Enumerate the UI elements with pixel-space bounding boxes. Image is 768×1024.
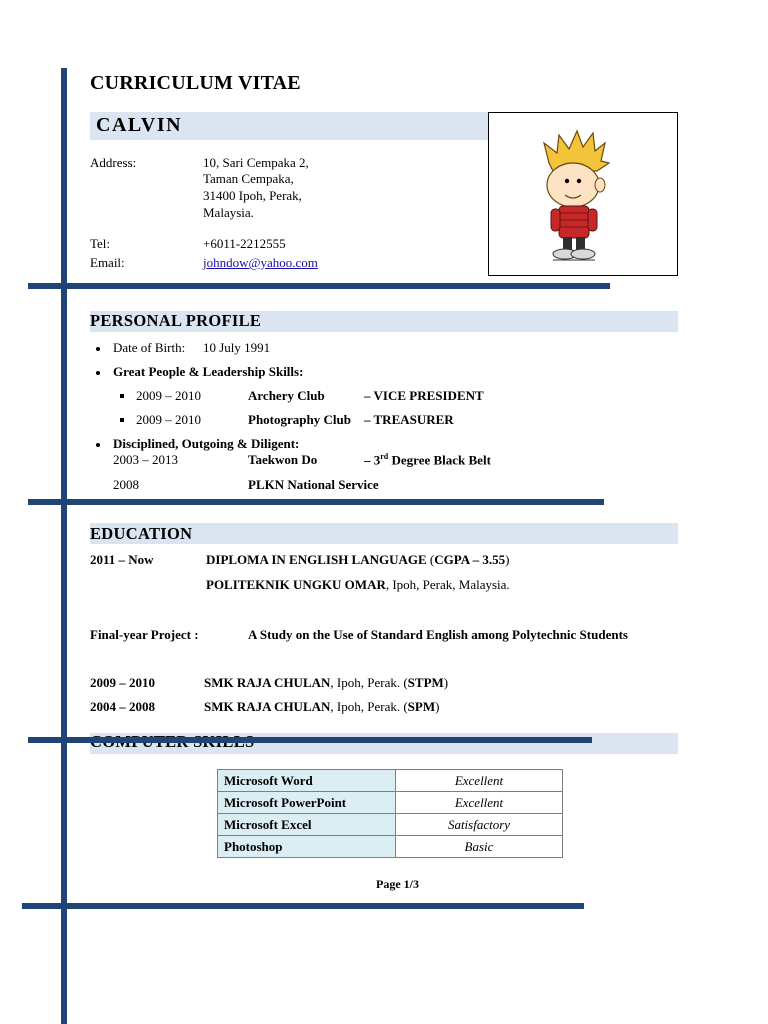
divider-profile (28, 499, 604, 505)
skill-name: Microsoft PowerPoint (218, 792, 396, 814)
tel-value: +6011-2212555 (203, 236, 286, 251)
diploma-school: POLITEKNIK UNGKU OMAR, Ipoh, Perak, Malaysia. (206, 577, 510, 592)
school-years: 2009 – 2010 (90, 675, 155, 690)
address-label: Address: (90, 155, 137, 170)
bullet-dot (96, 347, 100, 351)
divider-education-overlay (28, 737, 592, 743)
diploma-title: DIPLOMA IN ENGLISH LANGUAGE (CGPA – 3.55) (206, 552, 510, 567)
leadership-role: – VICE PRESIDENT (364, 388, 484, 403)
skill-name: Microsoft Excel (218, 814, 396, 836)
skill-level: Excellent (396, 792, 563, 814)
bullet-dot (96, 443, 100, 447)
page-title: CURRICULUM VITAE (90, 72, 301, 94)
table-row (218, 814, 563, 836)
diploma-years: 2011 – Now (90, 552, 154, 567)
photo-frame (488, 112, 678, 276)
leadership-years: 2009 – 2010 (136, 388, 201, 403)
address-line-2: Taman Cempaka, (203, 171, 294, 186)
project-label: Final-year Project : (90, 627, 199, 642)
activity-years: 2003 – 2013 (113, 452, 178, 467)
school-years: 2004 – 2008 (90, 699, 155, 714)
page-number: Page 1/3 (376, 877, 419, 891)
skill-name: Photoshop (218, 836, 396, 858)
table-row (218, 792, 563, 814)
bullet-dot (96, 371, 100, 375)
tel-label: Tel: (90, 236, 111, 251)
address-line-1: 10, Sari Cempaka 2, (203, 155, 309, 170)
education-heading: EDUCATION (90, 524, 193, 543)
email-link[interactable]: johndow@yahoo.com (203, 255, 318, 270)
left-vertical-bar (61, 68, 67, 1024)
skill-level: Excellent (396, 770, 563, 792)
activity-years: 2008 (113, 477, 139, 492)
skill-level: Satisfactory (396, 814, 563, 836)
dob-label: Date of Birth: (113, 340, 186, 355)
dob-value: 10 July 1991 (203, 340, 271, 355)
school-entry: SMK RAJA CHULAN, Ipoh, Perak. (SPM) (204, 699, 440, 714)
activity-name: PLKN National Service (248, 477, 379, 492)
table-row (218, 770, 563, 792)
leadership-club: Photography Club (248, 412, 351, 427)
school-entry: SMK RAJA CHULAN, Ipoh, Perak. (STPM) (204, 675, 449, 690)
bullet-square (120, 418, 124, 422)
leadership-role: – TREASURER (364, 412, 454, 427)
divider-footer (22, 903, 584, 909)
leadership-club: Archery Club (248, 388, 325, 403)
leadership-heading: Great People & Leadership Skills: (113, 364, 304, 379)
profile-heading: PERSONAL PROFILE (90, 311, 262, 330)
project-title: A Study on the Use of Standard English among Polytechnic Students (248, 627, 628, 642)
bullet-square (120, 394, 124, 398)
address-line-3: 31400 Ipoh, Perak, (203, 188, 302, 203)
skill-level: Basic (396, 836, 563, 858)
email-label: Email: (90, 255, 125, 270)
activity-name: Taekwon Do (248, 452, 318, 467)
activity-detail: – 3rd Degree Black Belt (364, 452, 491, 468)
cartoon-boy-portrait-icon (489, 113, 677, 275)
skill-name: Microsoft Word (218, 770, 396, 792)
leadership-years: 2009 – 2010 (136, 412, 201, 427)
skills-table (217, 769, 563, 858)
address-line-4: Malaysia. (203, 205, 254, 220)
table-row (218, 836, 563, 858)
discipline-heading: Disciplined, Outgoing & Diligent: (113, 436, 300, 451)
divider-contact (28, 283, 610, 289)
person-name: CALVIN (96, 114, 183, 136)
